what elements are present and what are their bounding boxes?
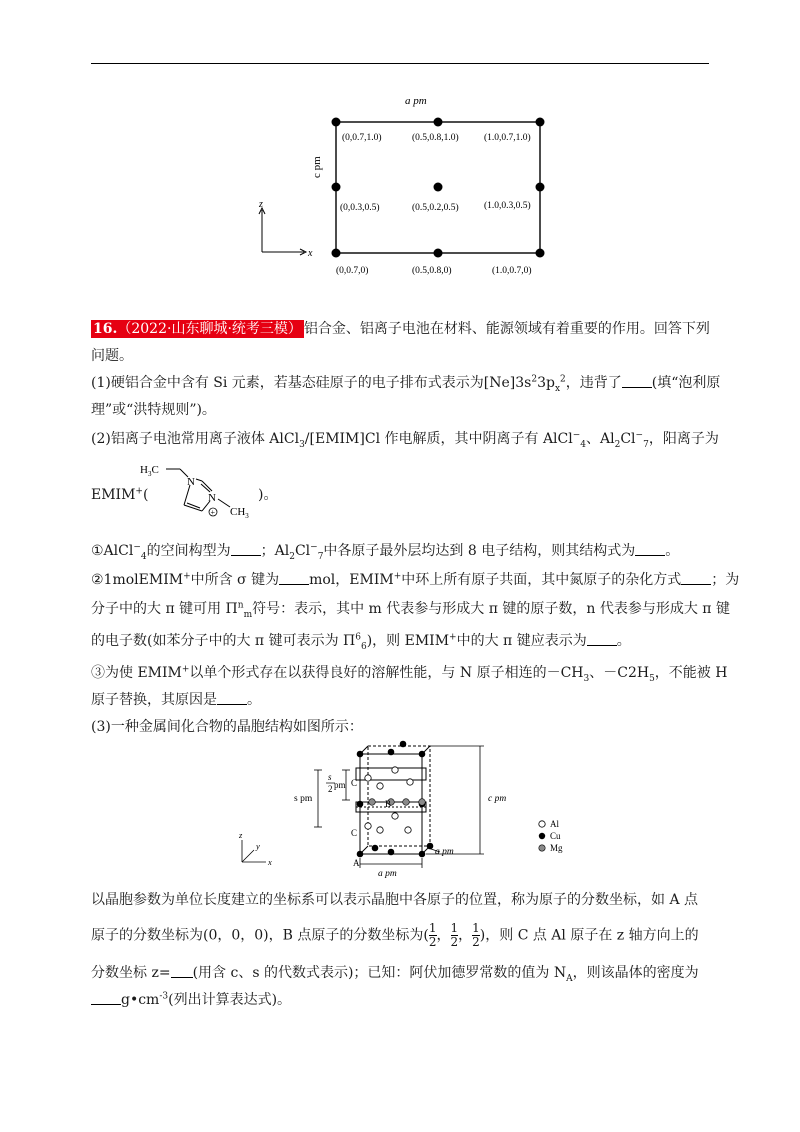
- atom: [434, 183, 443, 192]
- atom: [357, 851, 364, 858]
- label-s-pm: s pm: [294, 794, 313, 804]
- lattice-axes: [259, 208, 306, 255]
- crystal-figure: [230, 740, 590, 880]
- atom: [332, 118, 341, 127]
- part-2-sub-2-line-3: 的电子数(如苯分子中的大 π 键可表示为 $\Pi^6_6$)，则 EMIM+中的大 π 键应表示为 。: [91, 632, 631, 652]
- answer-blank[interactable]: [279, 572, 309, 585]
- atom: [357, 751, 364, 758]
- final-line-2: 原子的分数坐标为(0，0，0)，B 点原子的分数坐标为( $\frac{1}{2}$ ， $\frac{1}{2}$ ， $\frac{1}{2}$ )，则 C 点 Al 原子在 z 轴方向上的: [91, 921, 699, 949]
- coord-label: (1.0,0.3,0.5): [484, 201, 531, 211]
- label-pm: pm: [334, 780, 346, 790]
- part-1-line-1: (1)硬铝合金中含有 Si 元素，若基态硅原子的电子排布式表示为$[Ne]3s^23p_x^2$，违背了 (填“泡利原: [91, 374, 721, 394]
- answer-blank[interactable]: [217, 692, 247, 705]
- coord-label: (0.5,0.8,0): [412, 266, 452, 276]
- coord-label: (0,0.7,1.0): [342, 133, 382, 143]
- atom: [377, 827, 383, 833]
- atom: [332, 249, 341, 258]
- axis-x-label: x: [308, 248, 313, 259]
- legend: [539, 819, 563, 853]
- answer-blank[interactable]: [231, 543, 261, 556]
- label-a: A: [353, 858, 360, 868]
- struct-plus: +: [210, 508, 216, 517]
- question-source: （2022·山东聊城·统考三模）: [117, 321, 302, 337]
- final-line-3: 分数坐标 z= (用含 c、s 的代数式表示)；已知：阿伏加德罗常数的值为 $N_A$，则该晶体的密度为: [91, 965, 699, 984]
- atom: [536, 183, 545, 192]
- part-2-sub-3-line-1: ③为使 EMIM+以单个形式存在以获得良好的溶解性能，与 N 原子相连的$-CH_3$、$-C2H_5$，不能被 H: [91, 664, 728, 684]
- atom: [434, 249, 443, 258]
- atom: [392, 813, 398, 819]
- part-1-line-2: 理”或“洪特规则”)。: [91, 402, 216, 418]
- coord-label: (0.5,0.2,0.5): [412, 203, 459, 213]
- axis-z-label: z: [259, 199, 263, 210]
- answer-blank[interactable]: [622, 375, 652, 388]
- lattice-figure: [250, 90, 570, 285]
- answer-blank[interactable]: [91, 992, 121, 1005]
- coord-label: (1.0,0.7,0): [492, 266, 532, 276]
- struct-h3c: $H_3C$: [140, 464, 159, 478]
- label-b: B: [385, 799, 392, 809]
- atom: [369, 799, 376, 806]
- label-2: 2: [328, 784, 333, 794]
- atom: [372, 845, 379, 852]
- atom: [403, 799, 410, 806]
- label-c1: C: [351, 778, 358, 788]
- atom: [388, 749, 395, 756]
- question-number: 16.: [93, 321, 118, 337]
- emim-structure: [140, 455, 270, 527]
- axis-y: y: [256, 841, 260, 851]
- label-a-pm-side: a pm: [435, 847, 454, 857]
- atom: [419, 799, 426, 806]
- final-line-4: $g•cm^{-3}$(列出计算表达式)。: [91, 991, 291, 1009]
- legend-al-marker: [539, 821, 545, 827]
- question-intro: 铝合金、铝离子电池在材料、能源领域有着重要的作用。回答下列: [303, 321, 710, 337]
- atom: [536, 249, 545, 258]
- answer-blank[interactable]: [681, 572, 711, 585]
- axis-z: z: [239, 830, 243, 840]
- part-2-line-1: (2)铝离子电池常用离子液体 AlCl$_3$/[EMIM]Cl 作电解质，其中阴离子有 AlCl−$_4$、$Al_2Cl^-_7$，阳离子为: [91, 430, 719, 450]
- crystal-axes: [242, 840, 266, 862]
- struct-n1: N: [187, 476, 195, 488]
- atom: [536, 118, 545, 127]
- atom: [405, 827, 411, 833]
- label-c-pm: c pm: [488, 794, 507, 804]
- top-rule: [91, 63, 709, 64]
- legend-al: Al: [550, 819, 559, 829]
- atom: [392, 767, 398, 773]
- coord-label: (0,0.3,0.5): [340, 203, 380, 213]
- question-header: [91, 320, 710, 338]
- legend-mg: Mg: [550, 843, 563, 853]
- part-2-sub-2-line-1: ②1molEMIM+中所含 σ 键为 mol，EMIM+中环上所有原子共面，其中氮原子的杂化方式 ；为: [91, 571, 740, 588]
- lattice-side-label: c pm: [311, 156, 323, 178]
- atom: [365, 823, 371, 829]
- part-2-sub-1: ①AlCl−$_4$的空间构型为 ；$Al_2Cl^-_7$中各原子最外层均达到 8 电子结构，则其结构式为 。: [91, 542, 680, 562]
- label-a-pm-bottom: a pm: [378, 869, 397, 879]
- answer-blank[interactable]: [171, 965, 193, 978]
- atom: [419, 751, 426, 758]
- part-3-intro: (3)一种金属间化合物的晶胞结构如图所示：: [91, 719, 363, 735]
- final-line-1: 以晶胞参数为单位长度建立的坐标系可以表示晶胞中各原子的位置，称为原子的分数坐标，如 A 点: [91, 892, 699, 908]
- lattice-top-label: a pm: [405, 95, 427, 107]
- answer-blank[interactable]: [587, 633, 617, 646]
- question-source-tag: [91, 320, 304, 338]
- legend-cu-marker: [539, 833, 545, 839]
- question-intro-2: 问题。: [91, 348, 133, 364]
- atom: [377, 783, 383, 789]
- atom: [388, 849, 395, 856]
- atom: [419, 851, 426, 858]
- atom: [407, 779, 413, 785]
- atom: [365, 775, 371, 781]
- answer-blank[interactable]: [635, 543, 665, 556]
- coord-label: (0,0.7,0): [336, 266, 369, 276]
- struct-n2: N: [208, 492, 216, 504]
- part-2-sub-2-line-2: 分子中的大 π 键可用 $\Pi^n_m$符号：表示，其中 m 代表参与形成大 π 键的原子数，n 代表参与形成大 π 键: [91, 600, 730, 620]
- atom: [357, 801, 364, 808]
- part-2-sub-3-line-2: 原子替换，其原因是 。: [91, 692, 261, 708]
- label-c2: C: [351, 828, 358, 838]
- atom: [400, 741, 407, 748]
- atom: [434, 118, 443, 127]
- legend-cu: Cu: [550, 831, 561, 841]
- coord-label: (0.5,0.8,1.0): [412, 133, 459, 143]
- emim-line: EMIM+(: [91, 486, 149, 503]
- coord-label: (1.0,0.7,1.0): [484, 133, 531, 143]
- atom: [332, 183, 341, 192]
- label-s: s: [328, 772, 332, 782]
- struct-ch3: $CH_3$: [230, 506, 249, 520]
- legend-mg-marker: [539, 845, 545, 851]
- axis-x: x: [268, 857, 272, 867]
- emim-close: )。: [258, 487, 278, 503]
